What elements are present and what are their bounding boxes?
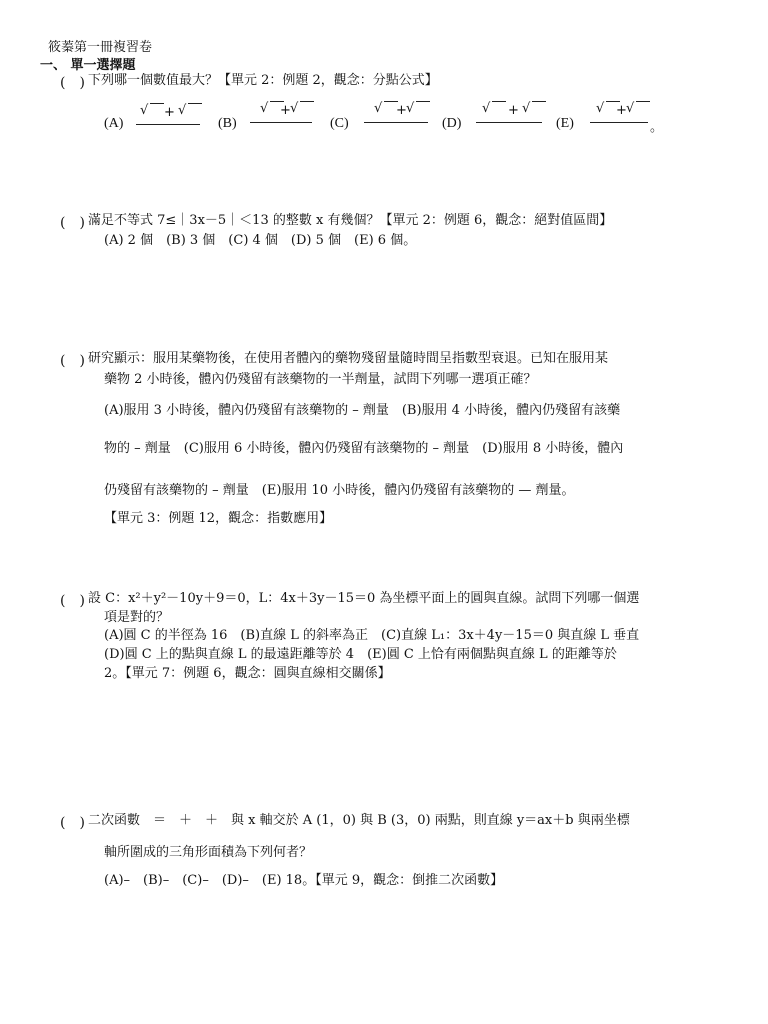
q5-options: (A)– (B)– (C)– (D)– (E) 18。【單元 9，觀念：倒推二次函數】 [104,873,504,888]
q1-option-a: (A) [104,116,124,131]
sqrt-icon: √ [482,101,491,116]
q1-answer-blank[interactable]: ( ) [60,75,85,91]
q3-options-line2: 物的 – 劑量 (C)服用 6 小時後，體內仍殘留有該藥物的 – 劑量 (D)服用 8 小時後，體內 [104,441,624,456]
q4-stem-line1: 設 C：x²＋y²－10y＋9＝0，L：4x＋3y－15＝0 為坐標平面上的圓與直線。試問下列哪一個選 [88,591,640,606]
q4-options-line1: (A)圓 C 的半徑為 16 (B)直線 L 的斜率為正 (C)直線 L₁：3x＋4y－15＝0 與直線 L 垂直 [104,628,640,643]
q4-stem-line2: 項是對的？ [104,610,170,625]
q1-option-d: (D) [442,116,462,131]
plus-icon: + [280,103,291,118]
sqrt-icon: √ [626,101,635,116]
plus-icon: + [508,103,519,118]
q5-stem-line1: 二次函數 ＝ ＋ ＋ 與 x 軸交於 A (1，0) 與 B (3，0) 兩點，則直線 y＝ax＋b 與兩坐標 [88,813,630,828]
sqrt-icon: √ [596,101,605,116]
q4-answer-blank[interactable]: ( ) [60,593,85,609]
q1-option-e: (E) [556,116,574,131]
q1-option-b: (B) [218,116,237,131]
sqrt-icon: √ [374,101,383,116]
q1-option-c: (C) [330,116,349,131]
sqrt-icon: √ [522,101,531,116]
sqrt-icon: √ [178,103,187,118]
q1-stem: 下列哪一個數值最大？【單元 2：例題 2，觀念：分點公式】 [88,73,438,88]
sqrt-icon: √ [260,101,269,116]
q1-option-d-expression [476,101,542,123]
sqrt-icon: √ [406,101,415,116]
q3-unit-tag: 【單元 3：例題 12，觀念：指數應用】 [104,511,333,526]
sqrt-icon: √ [290,101,299,116]
q4-options-line3: 2。【單元 7：例題 6，觀念：圓與直線相交關係】 [104,666,391,681]
plus-icon: + [396,103,407,118]
plus-icon: + [164,105,175,120]
q5-answer-blank[interactable]: ( ) [60,815,85,831]
q3-options-line1: (A)服用 3 小時後，體內仍殘留有該藥物的 – 劑量 (B)服用 4 小時後，體內仍殘留有該藥 [104,403,621,418]
q1-option-a-expression [136,103,200,125]
q2-options: (A) 2 個 (B) 3 個 (C) 4 個 (D) 5 個 (E) 6 個。 [104,233,417,248]
q3-stem-line2: 藥物 2 小時後，體內仍殘留有該藥物的一半劑量，試問下列哪一選項正確？ [104,372,537,387]
q4-options-line2: (D)圓 C 上的點與直線 L 的最遠距離等於 4 (E)圓 C 上恰有兩個點與直線 L 的距離等於 [104,647,617,662]
q1-end-mark: 。 [650,120,664,135]
q5-stem-line2: 軸所圍成的三角形面積為下列何者？ [104,845,313,860]
q3-stem-line1: 研究顯示：服用某藥物後，在使用者體內的藥物殘留量隨時間呈指數型衰退。已知在服用某 [88,351,609,366]
q2-answer-blank[interactable]: ( ) [60,215,85,231]
q1-option-e-expression [590,101,648,123]
q2-stem: 滿足不等式 7≤｜3x－5｜＜13 的整數 x 有幾個？【單元 2：例題 6，觀念：絕對值區間】 [88,213,613,228]
q3-options-line3: 仍殘留有該藥物的 – 劑量 (E)服用 10 小時後，體內仍殘留有該藥物的 — 劑量。 [104,483,575,498]
q1-option-b-expression [250,101,312,123]
q1-option-c-expression [364,101,428,123]
plus-icon: + [616,103,627,118]
q3-answer-blank[interactable]: ( ) [60,353,85,369]
section-heading: 一、 單一選擇題 [40,58,136,73]
sqrt-icon: √ [140,103,149,118]
document-title: 筱蓁第一冊複習卷 [48,40,153,55]
